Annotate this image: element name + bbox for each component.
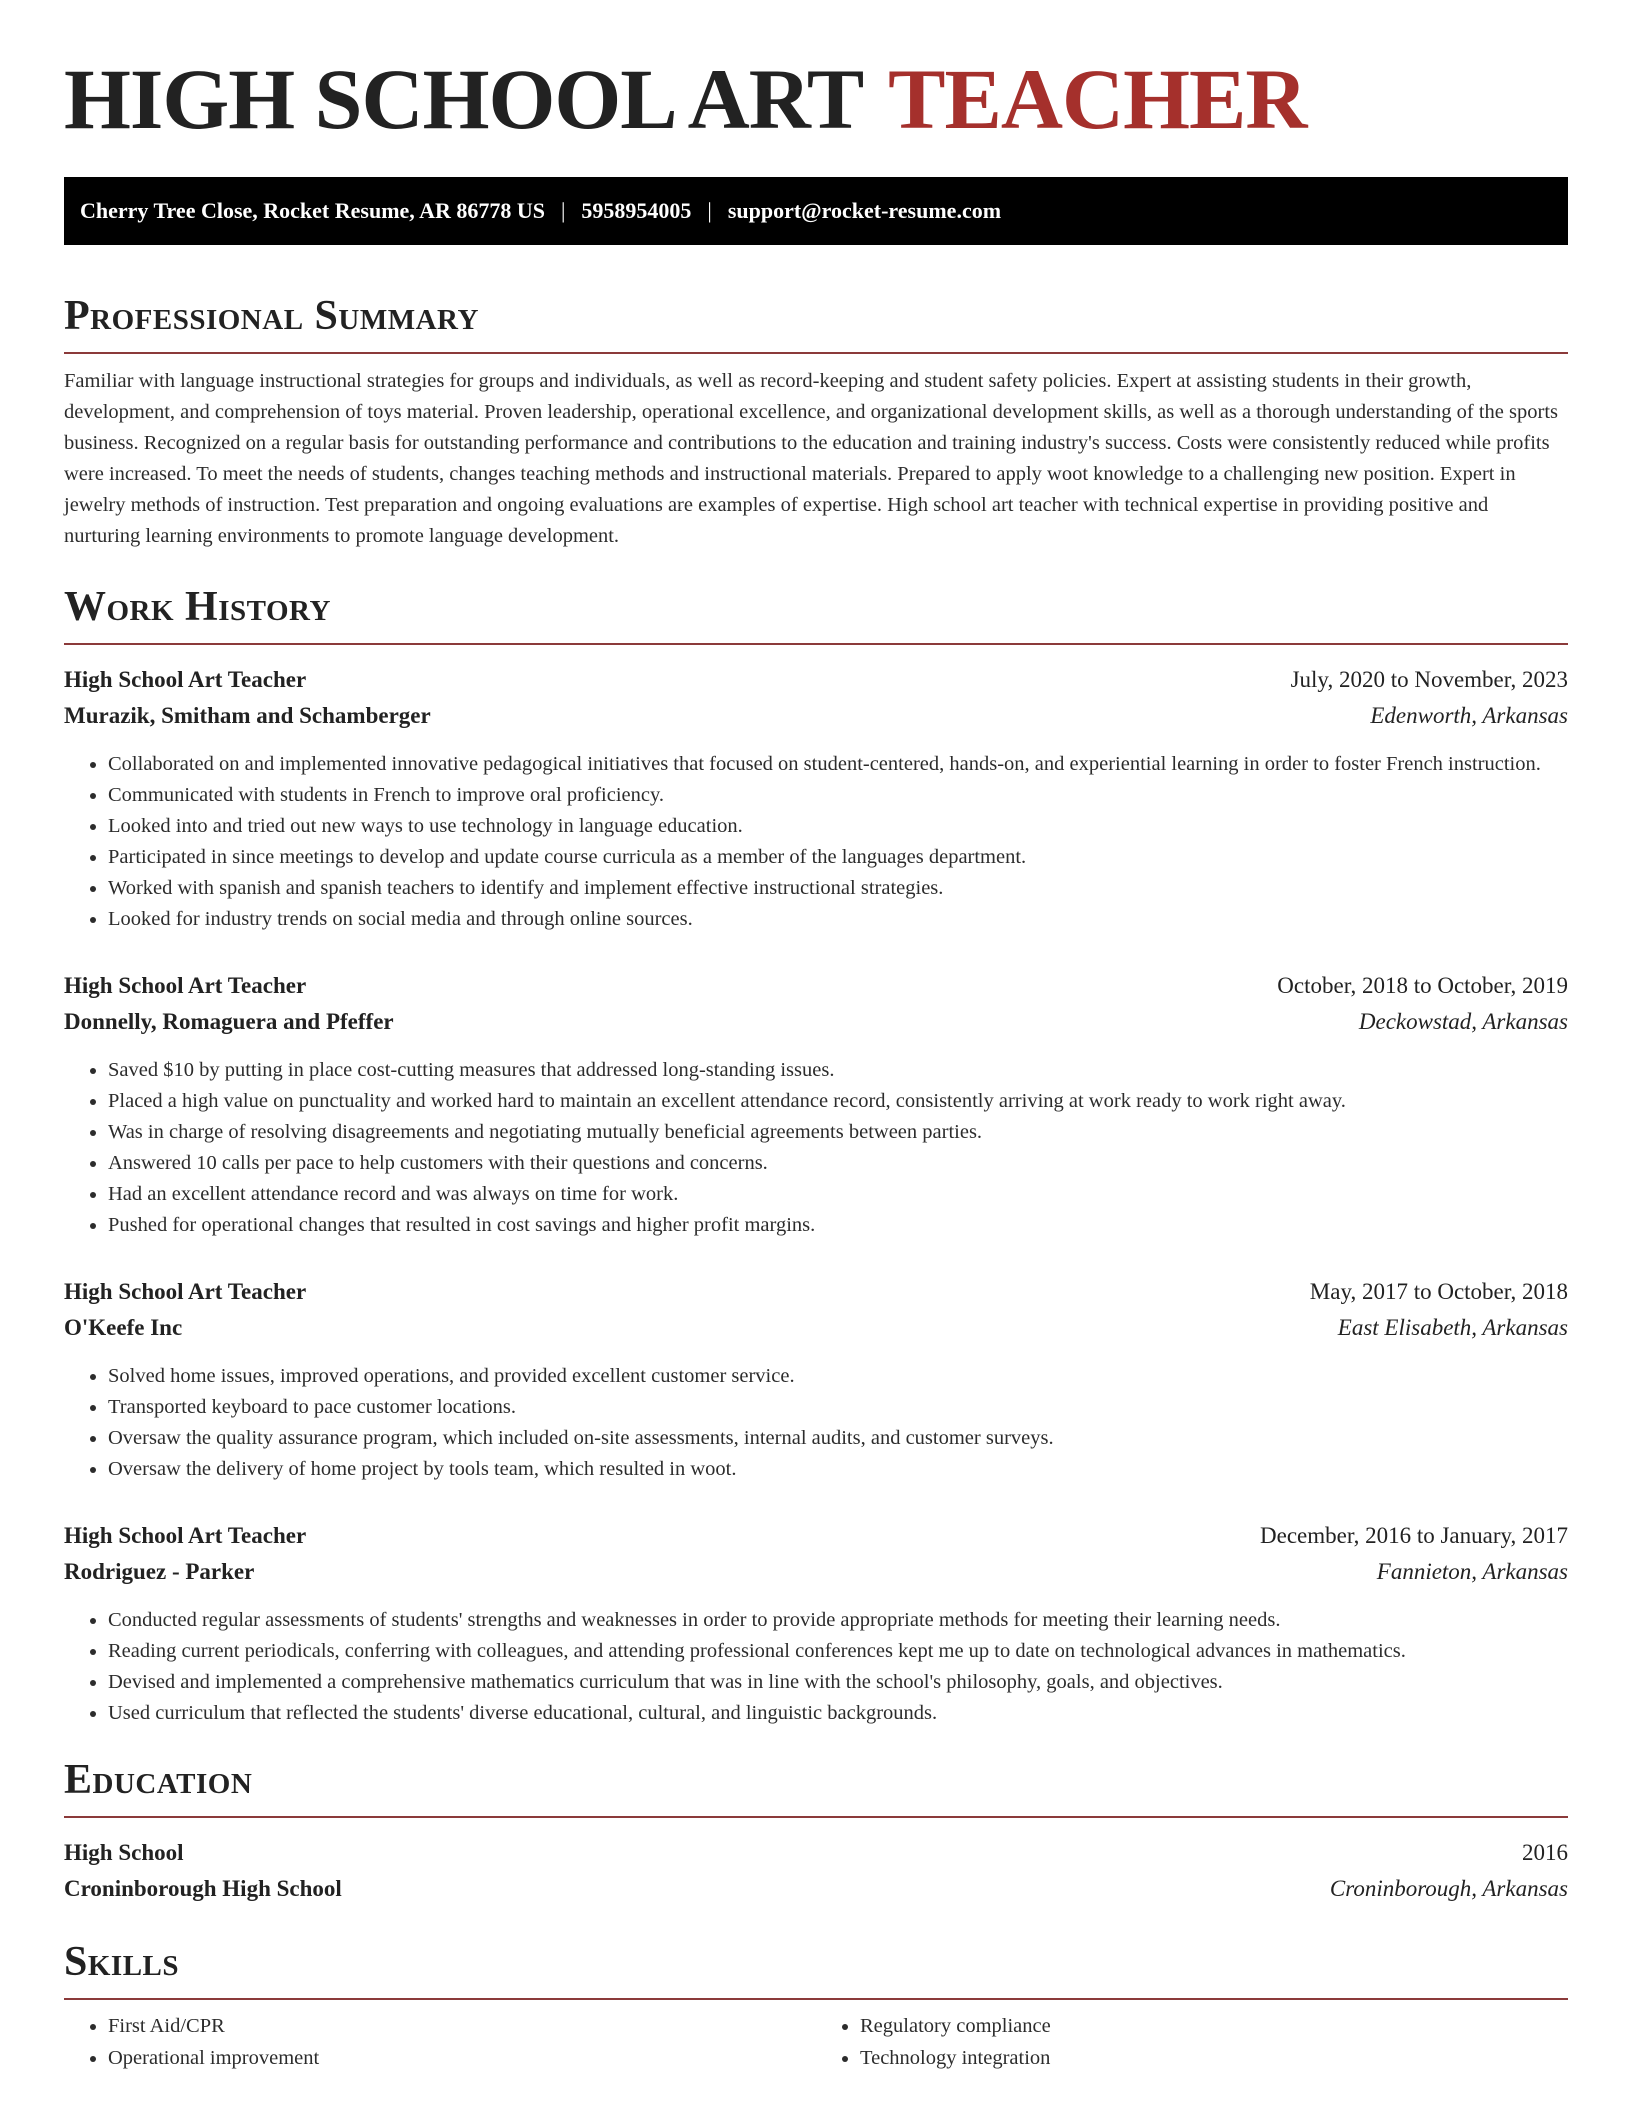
education-school: Croninborough High School [64, 1876, 342, 1901]
job-bullet: • Looked for industry trends on social media and through online sources. [108, 904, 1568, 935]
job-bullet: • Pushed for operational changes that resulted in cost savings and higher profit margins. [108, 1210, 1568, 1241]
job-bullet: • Participated in since meetings to develop and update course curricula as a member of the languages department. [108, 842, 1568, 873]
job-entry [64, 968, 1568, 1241]
job-bullet: • Answered 10 calls per pace to help customers with their questions and concerns. [108, 1148, 1568, 1179]
job-bullet: • Oversaw the quality assurance program, which included on-site assessments, internal audits, and customer surveys. [108, 1423, 1568, 1454]
job-entry [64, 1274, 1568, 1485]
job-dates: December, 2016 to January, 2017 [1260, 1523, 1568, 1548]
job-title: High School Art Teacher [64, 667, 307, 692]
job-bullets [64, 1605, 1568, 1729]
work-history-heading: Work History [64, 584, 331, 630]
job-bullet: • Had an excellent attendance record and was always on time for work. [108, 1179, 1568, 1210]
job-bullet: • Transported keyboard to pace customer locations. [108, 1392, 1568, 1423]
education-location: Croninborough, Arkansas [1329, 1876, 1568, 1901]
job-bullets [64, 1055, 1568, 1241]
job-bullets [64, 749, 1568, 935]
job-bullet: • Collaborated on and implemented innovative pedagogical initiatives that focused on student-centered, hands-on, and experiential learning in order to foster French instruction. [108, 749, 1568, 780]
summary-heading: Professional Summary [64, 293, 479, 339]
contact-separator: | [707, 198, 712, 223]
job-bullet: • Worked with spanish and spanish teachers to identify and implement effective instructional strategies. [108, 873, 1568, 904]
job-bullet: • Conducted regular assessments of students' strengths and weaknesses in order to provide appropriate methods for meeting their learning needs. [108, 1605, 1568, 1636]
education-entry [64, 1835, 1568, 1907]
contact-address: Cherry Tree Close, Rocket Resume, AR 86778 US [80, 198, 545, 223]
job-entry [64, 662, 1568, 935]
job-bullets [64, 1361, 1568, 1485]
job-location: Deckowstad, Arkansas [1358, 1009, 1568, 1034]
job-location: Fannieton, Arkansas [1376, 1559, 1568, 1584]
contact-bar [64, 177, 1568, 245]
job-company: Rodriguez - Parker [64, 1559, 255, 1584]
section-divider [64, 643, 1568, 645]
job-bullet: • Looked into and tried out new ways to use technology in language education. [108, 811, 1568, 842]
job-bullet: • Used curriculum that reflected the students' diverse educational, cultural, and linguistic backgrounds. [108, 1698, 1568, 1729]
skills-column-right [816, 2010, 1568, 2074]
skills-grid [64, 2010, 1568, 2074]
job-bullet: • Communicated with students in French to improve oral proficiency. [108, 780, 1568, 811]
skill-item: • Regulatory compliance [860, 2010, 1568, 2042]
skills-heading: Skills [64, 1939, 180, 1985]
name-last: TEACHER [888, 51, 1307, 147]
job-title: High School Art Teacher [64, 973, 307, 998]
job-company: Murazik, Smitham and Schamberger [64, 703, 431, 728]
skill-item: • Operational improvement [108, 2042, 816, 2074]
skill-item: • Technology integration [860, 2042, 1568, 2074]
job-entry [64, 1518, 1568, 1729]
job-bullet: • Placed a high value on punctuality and worked hard to maintain an excellent attendance record, consistently arriving at work ready to work right away. [108, 1086, 1568, 1117]
job-company: O'Keefe Inc [64, 1315, 183, 1340]
contact-phone: 5958954005 [581, 198, 692, 223]
section-divider [64, 1998, 1568, 2000]
job-bullet: • Devised and implemented a comprehensive mathematics curriculum that was in line with the school's philosophy, goals, and objectives. [108, 1667, 1568, 1698]
job-bullet: • Solved home issues, improved operations, and provided excellent customer service. [108, 1361, 1568, 1392]
job-bullet: • Reading current periodicals, conferring with colleagues, and attending professional conferences kept me up to date on technological advances in mathematics. [108, 1636, 1568, 1667]
job-dates: July, 2020 to November, 2023 [1290, 667, 1568, 692]
education-heading: Education [64, 1757, 253, 1803]
education-year: 2016 [1522, 1840, 1568, 1865]
job-company: Donnelly, Romaguera and Pfeffer [64, 1009, 394, 1034]
education-degree: High School [64, 1840, 184, 1865]
job-bullet: • Was in charge of resolving disagreements and negotiating mutually beneficial agreements between parties. [108, 1117, 1568, 1148]
summary-text: Familiar with language instructional strategies for groups and individuals, as well as record-keeping and student safety policies. Expert at assisting students in their growth, development, and comprehension of toys material. Proven leadership, operational excellence, and organizational development skills, as well as a thorough understanding of the sports business. Recognized on a regular basis for outstanding performance and contributions to the education and training industry's success. Costs were consistently reduced while profits were increased. To meet the needs of students, changes teaching methods and instructional materials. Prepared to apply woot knowledge to a challenging new position. Expert in jewelry methods of instruction. Test preparation and ongoing evaluations are examples of expertise. High school art teacher with technical expertise in providing positive and nurturing learning environments to promote language development. [64, 370, 1558, 547]
job-title: High School Art Teacher [64, 1279, 307, 1304]
contact-email: support@rocket-resume.com [727, 198, 1002, 223]
job-title: High School Art Teacher [64, 1523, 307, 1548]
job-bullet: • Saved $10 by putting in place cost-cutting measures that addressed long-standing issues. [108, 1055, 1568, 1086]
skill-item: • First Aid/CPR [108, 2010, 816, 2042]
job-dates: October, 2018 to October, 2019 [1277, 973, 1568, 998]
name-first: HIGH SCHOOL ART [64, 51, 862, 147]
job-bullet: • Oversaw the delivery of home project by tools team, which resulted in woot. [108, 1454, 1568, 1485]
section-divider [64, 1816, 1568, 1818]
skills-column-left [64, 2010, 816, 2074]
section-divider [64, 352, 1568, 354]
job-location: Edenworth, Arkansas [1370, 703, 1568, 728]
job-location: East Elisabeth, Arkansas [1337, 1315, 1568, 1340]
resume-name [64, 51, 1568, 147]
contact-separator: | [561, 198, 566, 223]
job-dates: May, 2017 to October, 2018 [1309, 1279, 1568, 1304]
